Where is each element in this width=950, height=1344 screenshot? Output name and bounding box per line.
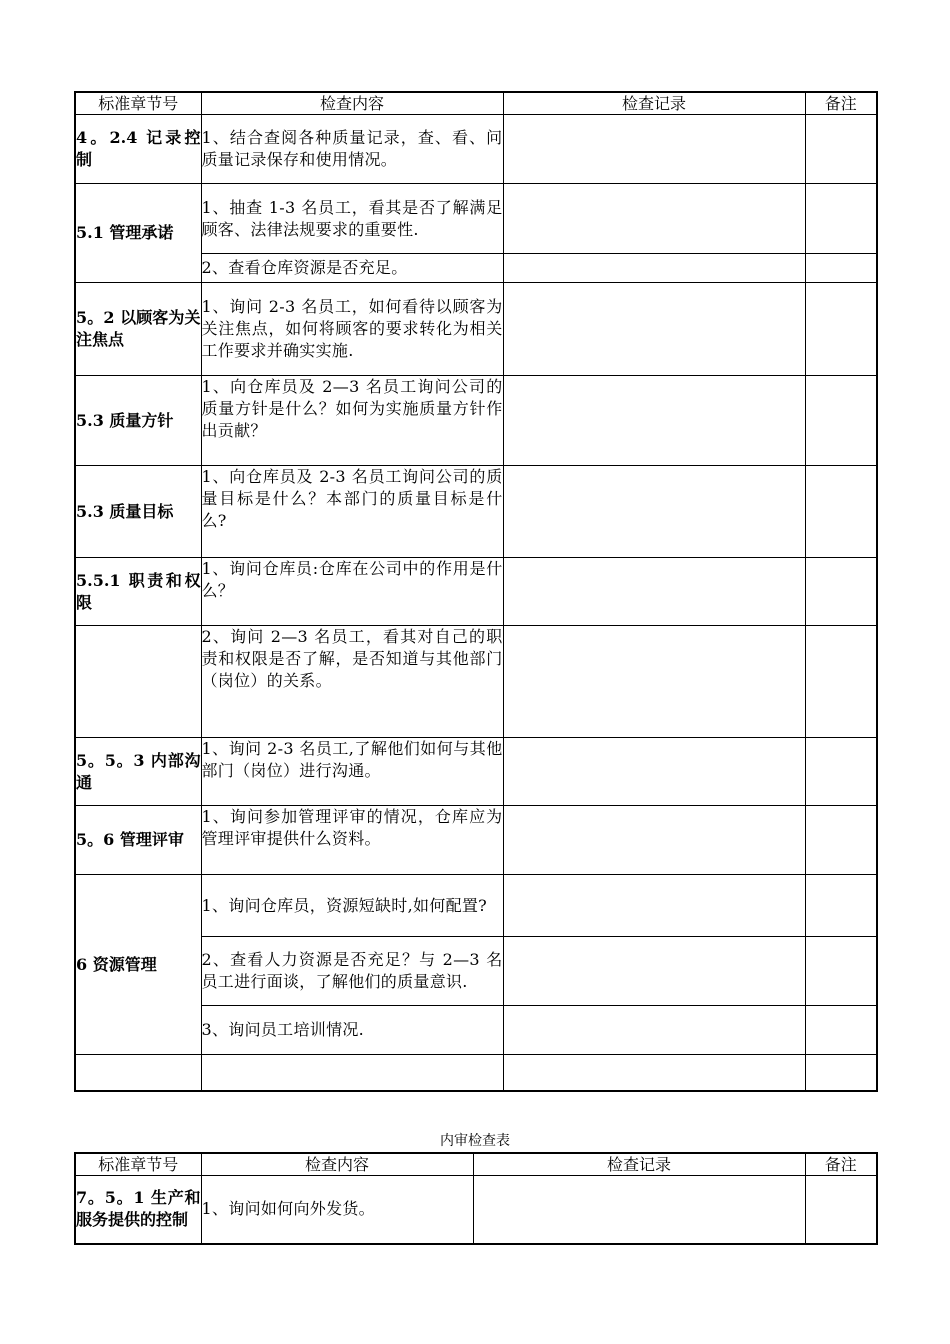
header-remark: 备注	[805, 1153, 877, 1176]
table-header-row	[75, 92, 877, 115]
section-cell: 5。6 管理评审	[75, 806, 201, 875]
section-cell: 5.1 管理承诺	[75, 184, 201, 283]
table-row	[75, 806, 877, 875]
remark-cell[interactable]	[805, 558, 877, 626]
section-cell: 5.3 质量目标	[75, 466, 201, 558]
content-cell: 3、询问员工培训情况.	[201, 1006, 503, 1055]
content-cell: 2、查看仓库资源是否充足。	[201, 254, 503, 283]
remark-cell[interactable]	[805, 875, 877, 937]
content-cell: 1、询问如何向外发货。	[201, 1176, 473, 1244]
content-cell: 1、抽查 1-3 名员工，看其是否了解满足顾客、法律法规要求的重要性.	[201, 184, 503, 254]
table-row	[75, 283, 877, 376]
record-cell[interactable]	[503, 1055, 805, 1091]
remark-cell[interactable]	[805, 937, 877, 1006]
table-row	[75, 466, 877, 558]
header-remark: 备注	[805, 92, 877, 115]
table-caption: 内审检查表	[440, 1133, 510, 1149]
record-cell[interactable]	[503, 626, 805, 738]
content-cell: 1、询问仓库员:仓库在公司中的作用是什么？	[201, 558, 503, 626]
remark-cell[interactable]	[805, 626, 877, 738]
content-cell: 1、结合查阅各种质量记录，查、看、问质量记录保存和使用情况。	[201, 115, 503, 184]
table-row	[75, 558, 877, 626]
content-cell: 2、查看人力资源是否充足？与 2—3 名员工进行面谈，了解他们的质量意识.	[201, 937, 503, 1006]
content-cell: 1、询问 2-3 名员工，如何看待以顾客为关注焦点，如何将顾客的要求转化为相关工作要求并确实实施.	[201, 283, 503, 376]
header-section: 标准章节号	[75, 1153, 201, 1176]
content-cell: 1、向仓库员及 2—3 名员工询问公司的质量方针是什么？如何为实施质量方针作出贡献？	[201, 376, 503, 466]
section-cell: 5。2 以顾客为关注焦点	[75, 283, 201, 376]
remark-cell[interactable]	[805, 1006, 877, 1055]
audit-table-2	[74, 1152, 878, 1245]
section-cell: 5。5。3 内部沟通	[75, 738, 201, 806]
table-row	[75, 875, 877, 937]
record-cell[interactable]	[503, 875, 805, 937]
table-row	[75, 1055, 877, 1091]
remark-cell[interactable]	[805, 1055, 877, 1091]
content-cell	[201, 1055, 503, 1091]
content-cell: 2、询问 2—3 名员工，看其对自己的职责和权限是否了解，是否知道与其他部门（岗位）的关系。	[201, 626, 503, 738]
record-cell[interactable]	[503, 1006, 805, 1055]
content-cell: 1、询问 2-3 名员工,了解他们如何与其他部门（岗位）进行沟通。	[201, 738, 503, 806]
record-cell[interactable]	[503, 466, 805, 558]
header-content: 检查内容	[201, 92, 503, 115]
table-row	[75, 1176, 877, 1244]
remark-cell[interactable]	[805, 254, 877, 283]
record-cell[interactable]	[503, 738, 805, 806]
remark-cell[interactable]	[805, 184, 877, 254]
section-cell: 4。2.4 记录控制	[75, 115, 201, 184]
audit-table-1	[74, 91, 878, 1092]
section-cell: 5.5.1 职责和权限	[75, 558, 201, 626]
table-row	[75, 376, 877, 466]
remark-cell[interactable]	[805, 1176, 877, 1244]
section-cell	[75, 1055, 201, 1091]
section-cell: 5.3 质量方针	[75, 376, 201, 466]
content-cell: 1、向仓库员及 2-3 名员工询问公司的质量目标是什么？本部门的质量目标是什么?	[201, 466, 503, 558]
record-cell[interactable]	[503, 558, 805, 626]
record-cell[interactable]	[473, 1176, 805, 1244]
table-row	[75, 626, 877, 738]
content-cell: 1、询问仓库员，资源短缺时,如何配置?	[201, 875, 503, 937]
table-row	[75, 115, 877, 184]
remark-cell[interactable]	[805, 806, 877, 875]
remark-cell[interactable]	[805, 466, 877, 558]
section-cell: 7。5。1 生产和服务提供的控制	[75, 1176, 201, 1244]
record-cell[interactable]	[503, 806, 805, 875]
remark-cell[interactable]	[805, 115, 877, 184]
record-cell[interactable]	[503, 937, 805, 1006]
table-header-row	[75, 1153, 877, 1176]
record-cell[interactable]	[503, 254, 805, 283]
record-cell[interactable]	[503, 283, 805, 376]
section-cell	[75, 626, 201, 738]
content-cell: 1、询问参加管理评审的情况，仓库应为管理评审提供什么资料。	[201, 806, 503, 875]
header-content: 检查内容	[201, 1153, 473, 1176]
table-row	[75, 738, 877, 806]
table-row	[75, 184, 877, 254]
remark-cell[interactable]	[805, 376, 877, 466]
header-record: 检查记录	[503, 92, 805, 115]
record-cell[interactable]	[503, 115, 805, 184]
remark-cell[interactable]	[805, 283, 877, 376]
header-record: 检查记录	[473, 1153, 805, 1176]
section-cell: 6 资源管理	[75, 875, 201, 1055]
header-section: 标准章节号	[75, 92, 201, 115]
record-cell[interactable]	[503, 376, 805, 466]
record-cell[interactable]	[503, 184, 805, 254]
remark-cell[interactable]	[805, 738, 877, 806]
